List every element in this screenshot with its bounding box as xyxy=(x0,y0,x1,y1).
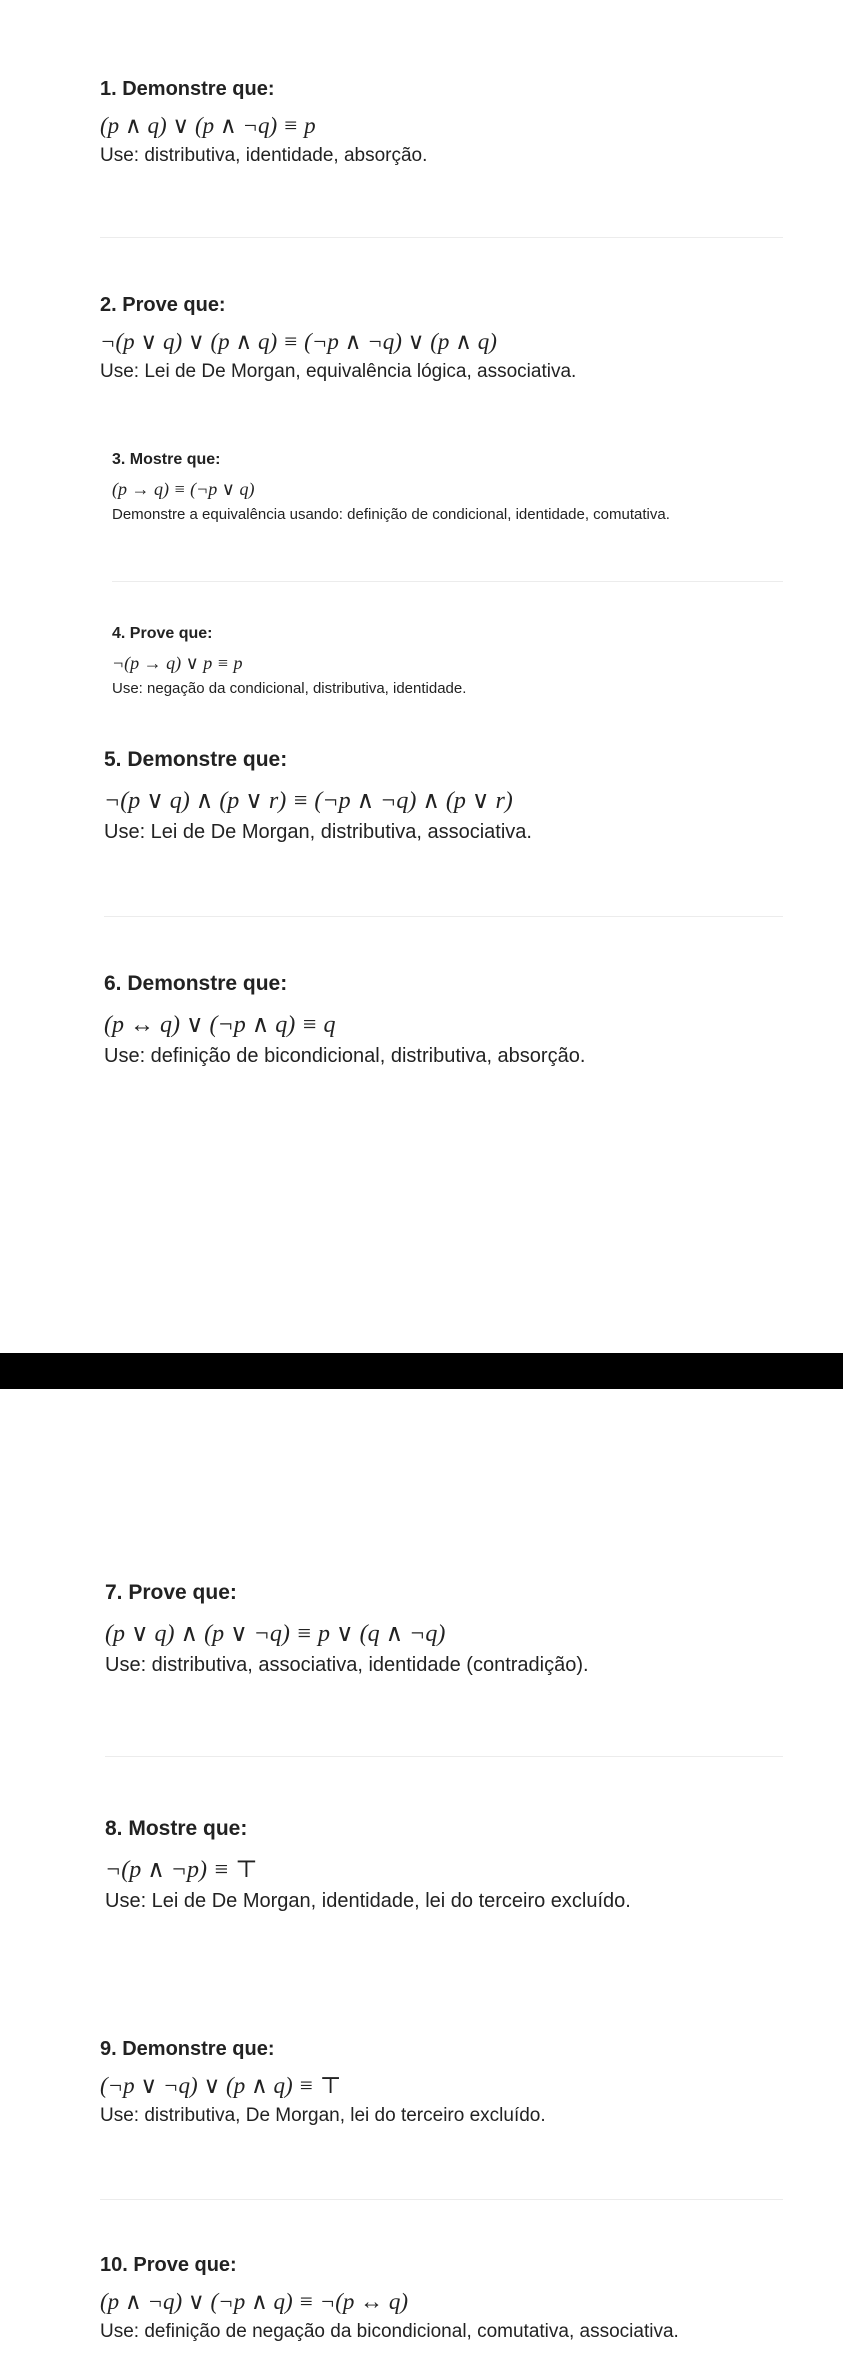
exercise-title: 7. Prove que: xyxy=(105,1581,237,1604)
exercise-9 xyxy=(100,2038,546,2127)
divider xyxy=(100,237,783,238)
exercise-hint: Use: Lei de De Morgan, identidade, lei do terceiro excluído. xyxy=(105,1890,631,1912)
divider xyxy=(100,2199,783,2200)
exercise-formula: (p ↔ q) ∨ (¬p ∧ q) ≡ q xyxy=(104,1012,336,1038)
exercise-7 xyxy=(105,1581,589,1677)
divider xyxy=(105,1756,783,1757)
exercise-title: 3. Mostre que: xyxy=(112,451,221,468)
exercise-title: 8. Mostre que: xyxy=(105,1817,248,1840)
exercise-formula: (p ∧ q) ∨ (p ∧ ¬q) ≡ p xyxy=(100,113,316,138)
exercise-hint: Use: distributiva, identidade, absorção. xyxy=(100,145,428,166)
black-band xyxy=(0,1353,843,1389)
divider xyxy=(112,581,783,582)
exercise-title: 10. Prove que: xyxy=(100,2254,237,2276)
exercise-hint: Use: distributiva, De Morgan, lei do terceiro excluído. xyxy=(100,2105,546,2126)
exercise-title: 1. Demonstre que: xyxy=(100,78,275,100)
exercise-title: 5. Demonstre que: xyxy=(104,748,288,771)
exercise-formula: ¬(p ∨ q) ∨ (p ∧ q) ≡ (¬p ∧ ¬q) ∨ (p ∧ q) xyxy=(100,329,497,354)
exercise-title: 6. Demonstre que: xyxy=(104,972,288,995)
exercise-title: 4. Prove que: xyxy=(112,625,213,642)
exercise-3 xyxy=(112,451,670,523)
exercise-hint: Use: definição de negação da bicondicional, comutativa, associativa. xyxy=(100,2321,679,2342)
exercise-formula: (p → q) ≡ (¬p ∨ q) xyxy=(112,479,255,499)
exercise-formula: ¬(p ∨ q) ∧ (p ∨ r) ≡ (¬p ∧ ¬q) ∧ (p ∨ r) xyxy=(104,788,513,814)
exercise-hint: Use: Lei de De Morgan, distributiva, associativa. xyxy=(104,821,532,843)
exercise-6 xyxy=(104,972,585,1068)
exercise-formula: (p ∨ q) ∧ (p ∨ ¬q) ≡ p ∨ (q ∧ ¬q) xyxy=(105,1621,446,1647)
exercise-formula: ¬(p → q) ∨ p ≡ p xyxy=(112,653,243,673)
divider xyxy=(104,916,783,917)
exercise-2 xyxy=(100,294,576,383)
exercise-title: 2. Prove que: xyxy=(100,294,226,316)
exercise-formula: ¬(p ∧ ¬p) ≡ ⊤ xyxy=(105,1857,258,1883)
exercise-hint: Use: distributiva, associativa, identidade (contradição). xyxy=(105,1654,589,1676)
exercise-hint: Use: definição de bicondicional, distributiva, absorção. xyxy=(104,1045,586,1067)
exercise-8 xyxy=(105,1817,631,1913)
exercise-4 xyxy=(112,625,466,697)
exercise-hint: Use: Lei de De Morgan, equivalência lógica, associativa. xyxy=(100,361,577,382)
exercise-title: 9. Demonstre que: xyxy=(100,2038,275,2060)
exercise-formula: (p ∧ ¬q) ∨ (¬p ∧ q) ≡ ¬(p ↔ q) xyxy=(100,2289,409,2314)
exercise-1 xyxy=(100,78,427,167)
exercise-formula: (¬p ∨ ¬q) ∨ (p ∧ q) ≡ ⊤ xyxy=(100,2073,342,2098)
exercise-hint: Demonstre a equivalência usando: definição de condicional, identidade, comutativa. xyxy=(112,506,670,523)
exercise-5 xyxy=(104,748,532,844)
exercise-hint: Use: negação da condicional, distributiva, identidade. xyxy=(112,680,467,697)
exercise-10 xyxy=(100,2254,679,2343)
